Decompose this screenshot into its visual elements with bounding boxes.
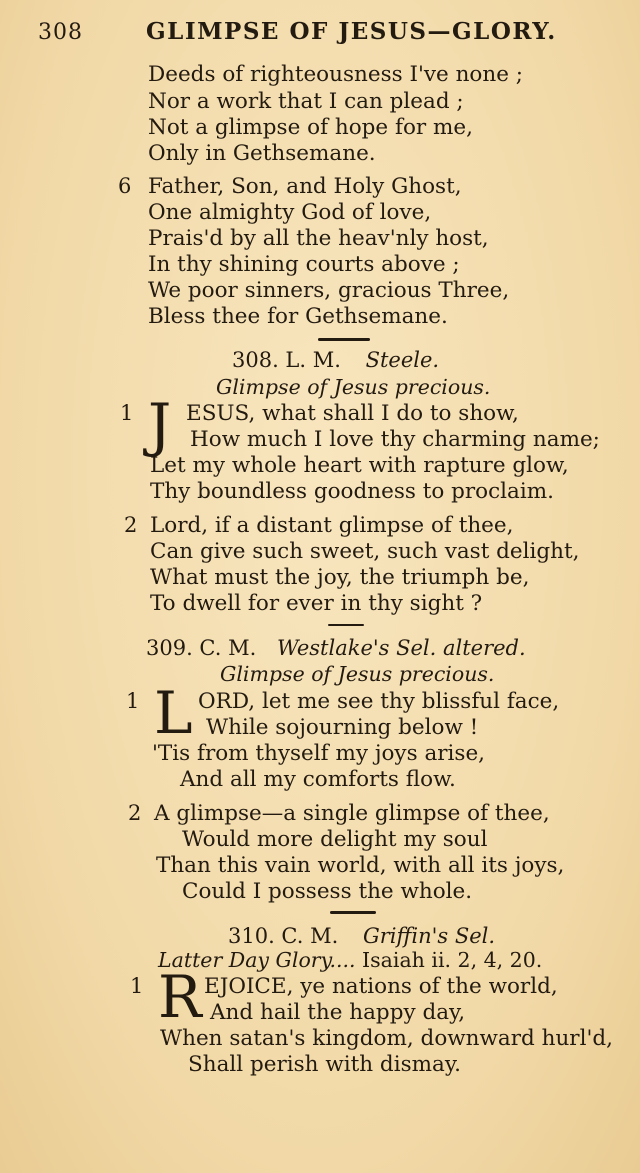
verse-6-line-1: Father, Son, and Holy Ghost, xyxy=(148,174,462,199)
hymn-308-v1-line-1: ESUS, what shall I do to show, xyxy=(186,401,519,426)
hymn-author: Steele. xyxy=(365,348,440,372)
hymn-310-v1-line-2: And hail the happy day, xyxy=(210,1000,466,1025)
page-number: 308 xyxy=(38,20,83,45)
ornament-divider xyxy=(318,338,370,341)
hymn-heading xyxy=(146,636,526,660)
verse-number: 1 xyxy=(120,401,134,425)
hymn-309-v2-line-4: Could I possess the whole. xyxy=(182,879,473,904)
hymn-310-v1-line-1: EJOICE, ye nations of the world, xyxy=(204,974,558,999)
drop-cap: J xyxy=(148,391,172,459)
hymn-309-v1-line-3: 'Tis from thyself my joys arise, xyxy=(152,741,486,766)
hymn-number-meter: 309. C. M. xyxy=(146,636,257,660)
hymn-number-meter: 308. L. M. xyxy=(232,348,341,372)
verse-number: 1 xyxy=(126,689,140,713)
hymn-author: Westlake's Sel. altered. xyxy=(276,636,526,660)
top-line-1: Deeds of righteousness I've none ; xyxy=(148,62,524,87)
hymn-308-v2-line-2: Can give such sweet, such vast delight, xyxy=(150,539,580,564)
hymn-310-v1-line-3: When satan's kingdom, downward hurl'd, xyxy=(160,1026,613,1051)
hymn-308-v1-line-4: Thy boundless goodness to proclaim. xyxy=(150,479,554,504)
hymn-309-v1-line-1: ORD, let me see thy blissful face, xyxy=(198,689,560,714)
hymn-308-v2-line-1: Lord, if a distant glimpse of thee, xyxy=(150,513,514,538)
verse-number: 6 xyxy=(118,174,132,198)
hymn-subtitle-line xyxy=(158,948,542,972)
hymn-subtitle: Latter Day Glory.... xyxy=(158,948,356,972)
hymn-308-v2-line-4: To dwell for ever in thy sight ? xyxy=(150,591,483,616)
verse-6-line-6: Bless thee for Gethsemane. xyxy=(148,304,448,329)
verse-6-line-3: Prais'd by all the heav'nly host, xyxy=(148,226,489,251)
hymn-309-v2-line-2: Would more delight my soul xyxy=(182,827,488,852)
hymn-heading xyxy=(232,348,439,372)
hymn-number-meter: 310. C. M. xyxy=(228,924,339,948)
verse-6-line-2: One almighty God of love, xyxy=(148,200,432,225)
drop-cap: R xyxy=(158,963,202,1031)
hymn-309-v1-line-4: And all my comforts flow. xyxy=(180,767,456,792)
verse-number: 1 xyxy=(130,974,144,998)
hymn-308-v2-line-3: What must the joy, the triumph be, xyxy=(150,565,530,590)
verse-6-line-4: In thy shining courts above ; xyxy=(148,252,460,277)
hymn-308-v1-line-2: How much I love thy charming name; xyxy=(190,427,600,452)
hymn-309-v2-line-3: Than this vain world, with all its joys, xyxy=(156,853,565,878)
hymn-309-v1-line-2: While sojourning below ! xyxy=(206,715,479,740)
hymn-310-v1-line-4: Shall perish with dismay. xyxy=(188,1052,461,1077)
verse-6-line-5: We poor sinners, gracious Three, xyxy=(148,278,510,303)
top-line-4: Only in Gethsemane. xyxy=(148,141,376,166)
ornament-divider xyxy=(330,911,376,914)
top-line-3: Not a glimpse of hope for me, xyxy=(148,115,473,140)
hymn-309-v2-line-1: A glimpse—a single glimpse of thee, xyxy=(154,801,550,826)
scripture-reference: Isaiah ii. 2, 4, 20. xyxy=(362,948,543,972)
hymn-subtitle: Glimpse of Jesus precious. xyxy=(216,375,491,399)
hymn-author: Griffin's Sel. xyxy=(362,924,496,948)
running-header: GLIMPSE OF JESUS—GLORY. xyxy=(146,18,557,45)
hymn-308-v1-line-3: Let my whole heart with rapture glow, xyxy=(150,453,569,478)
drop-cap: L xyxy=(154,679,193,747)
verse-number: 2 xyxy=(128,801,142,825)
hymn-heading xyxy=(228,924,495,948)
top-line-2: Nor a work that I can plead ; xyxy=(148,89,464,114)
verse-number: 2 xyxy=(124,513,138,537)
hymn-subtitle: Glimpse of Jesus precious. xyxy=(220,662,495,686)
ornament-divider xyxy=(328,624,364,626)
